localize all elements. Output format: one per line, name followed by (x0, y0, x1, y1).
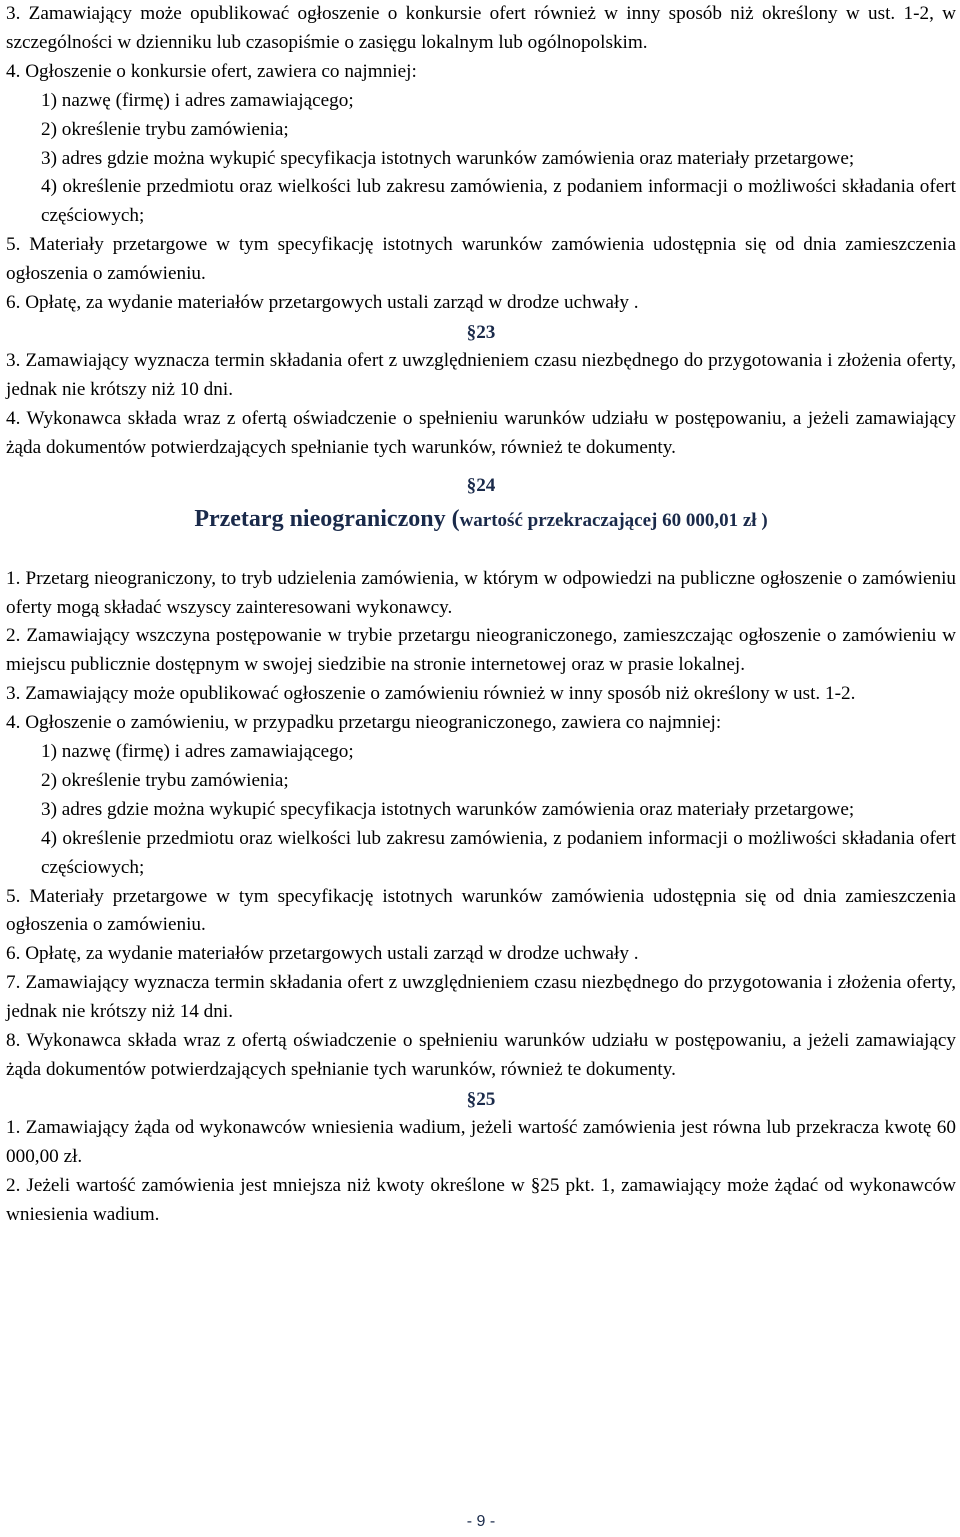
section-24-title (6, 502, 956, 539)
section-24-item-1: 1) nazwę (firmę) i adres zamawiającego; (41, 741, 354, 763)
section-23-paragraph-4: 4. Wykonawca składa wraz z ofertą oświadczenie o spełnieniu warunków udziału w postępowaniu, a jeżeli zamawiający żąda dokumentów potwierdzających spełnianie tych warunków, również te dokumenty. (6, 407, 956, 458)
top-item-4: 4) określenie przedmiotu oraz wielkości lub zakresu zamówienia, z podaniem informacji o możliwości składania ofert częściowych; (41, 176, 956, 227)
section-24-paragraph-6: 6. Opłatę, za wydanie materiałów przetargowych ustali zarząd w drodze uchwały . (6, 943, 639, 965)
top-paragraph-6: 6. Opłatę, za wydanie materiałów przetargowych ustali zarząd w drodze uchwały . (6, 292, 639, 314)
section-24-title-main: Przetarg nieograniczony ( (194, 505, 460, 532)
section-25-paragraph-1: 1. Zamawiający żąda od wykonawców wniesienia wadium, jeżeli wartość zamówienia jest równa lub przekracza kwotę 60 000,00 zł. (6, 1116, 956, 1167)
section-24-heading (6, 471, 956, 500)
section-24-item-3: 3) adres gdzie można wykupić specyfikacja istotnych warunków zamówienia oraz materiały przetargowe; (41, 798, 855, 820)
top-paragraph-3: 3. Zamawiający może opublikować ogłoszenie o konkursie ofert również w inny sposób niż określony w ust. 1-2, w szczególności w dzienniku lub czasopiśmie o zasięgu lokalnym lub ogólnopolskim. (6, 3, 956, 53)
section-23-paragraph-3: 3. Zamawiający wyznacza termin składania ofert z uwzględnieniem czasu niezbędnego do przygotowania i złożenia oferty, jednak nie krótszy niż 10 dni. (6, 349, 956, 400)
section-symbol: § (466, 1088, 477, 1110)
section-24-paragraph-2: 2. Zamawiający wszczyna postępowanie w trybie przetargu nieograniczonego, zamieszczając ogłoszenie o zamówieniu w miejscu publicznie dostępnym w swojej siedzibie na stronie internetowej oraz w prasie lokalnej. (6, 625, 956, 676)
section-24-item-4: 4) określenie przedmiotu oraz wielkości lub zakresu zamówienia, z podaniem informacji o możliwości składania ofert częściowych; (41, 827, 956, 878)
section-24-paragraph-5: 5. Materiały przetargowe w tym specyfikację istotnych warunków zamówienia udostępnia się od dnia zamieszczenia ogłoszenia o zamówieniu. (6, 885, 956, 936)
top-item-3: 3) adres gdzie można wykupić specyfikacja istotnych warunków zamówienia oraz materiały przetargowe; (41, 147, 855, 169)
section-25-heading (6, 1085, 956, 1114)
section-24-paragraph-7: 7. Zamawiający wyznacza termin składania ofert z uwzględnieniem czasu niezbędnego do przygotowania i złożenia oferty, jednak nie krótszy niż 14 dni. (6, 972, 956, 1023)
top-item-1: 1) nazwę (firmę) i adres zamawiającego; (41, 89, 354, 111)
section-number: 24 (476, 474, 496, 496)
top-paragraph-5: 5. Materiały przetargowe w tym specyfikację istotnych warunków zamówienia udostępnia się od dnia zamieszczenia ogłoszenia o zamówieniu. (6, 234, 956, 285)
section-number: 23 (476, 321, 496, 343)
section-number: 25 (476, 1088, 496, 1110)
section-23-heading (6, 318, 956, 347)
section-24-title-sub: wartość przekraczającej 60 000,01 zł ) (459, 509, 768, 531)
section-25-paragraph-2: 2. Jeżeli wartość zamówienia jest mniejsza niż kwoty określone w §25 pkt. 1, zamawiający może żądać od wykonawców wniesienia wadium. (6, 1174, 956, 1225)
document-page (6, 0, 956, 1537)
section-24-paragraph-8: 8. Wykonawca składa wraz z ofertą oświadczenie o spełnieniu warunków udziału w postępowaniu, a jeżeli zamawiający żąda dokumentów potwierdzających spełnianie tych warunków, również te dokumenty. (6, 1030, 956, 1080)
section-24-paragraph-3: 3. Zamawiający może opublikować ogłoszenie o zamówieniu również w inny sposób niż określony w ust. 1-2. (6, 683, 856, 705)
section-24-paragraph-4: 4. Ogłoszenie o zamówieniu, w przypadku przetargu nieograniczonego, zawiera co najmniej: (6, 712, 722, 734)
section-symbol: § (466, 321, 477, 343)
page-number: - 9 - (466, 1513, 496, 1530)
section-24-item-2: 2) określenie trybu zamówienia; (41, 769, 289, 791)
top-item-2: 2) określenie trybu zamówienia; (41, 118, 289, 140)
section-symbol: § (466, 474, 477, 496)
top-paragraph-4: 4. Ogłoszenie o konkursie ofert, zawiera co najmniej: (6, 60, 417, 82)
section-24-paragraph-1: 1. Przetarg nieograniczony, to tryb udzielenia zamówienia, w którym w odpowiedzi na publiczne ogłoszenie o zamówieniu oferty mogą składać wszyscy zainteresowani wykonawcy. (6, 567, 956, 618)
